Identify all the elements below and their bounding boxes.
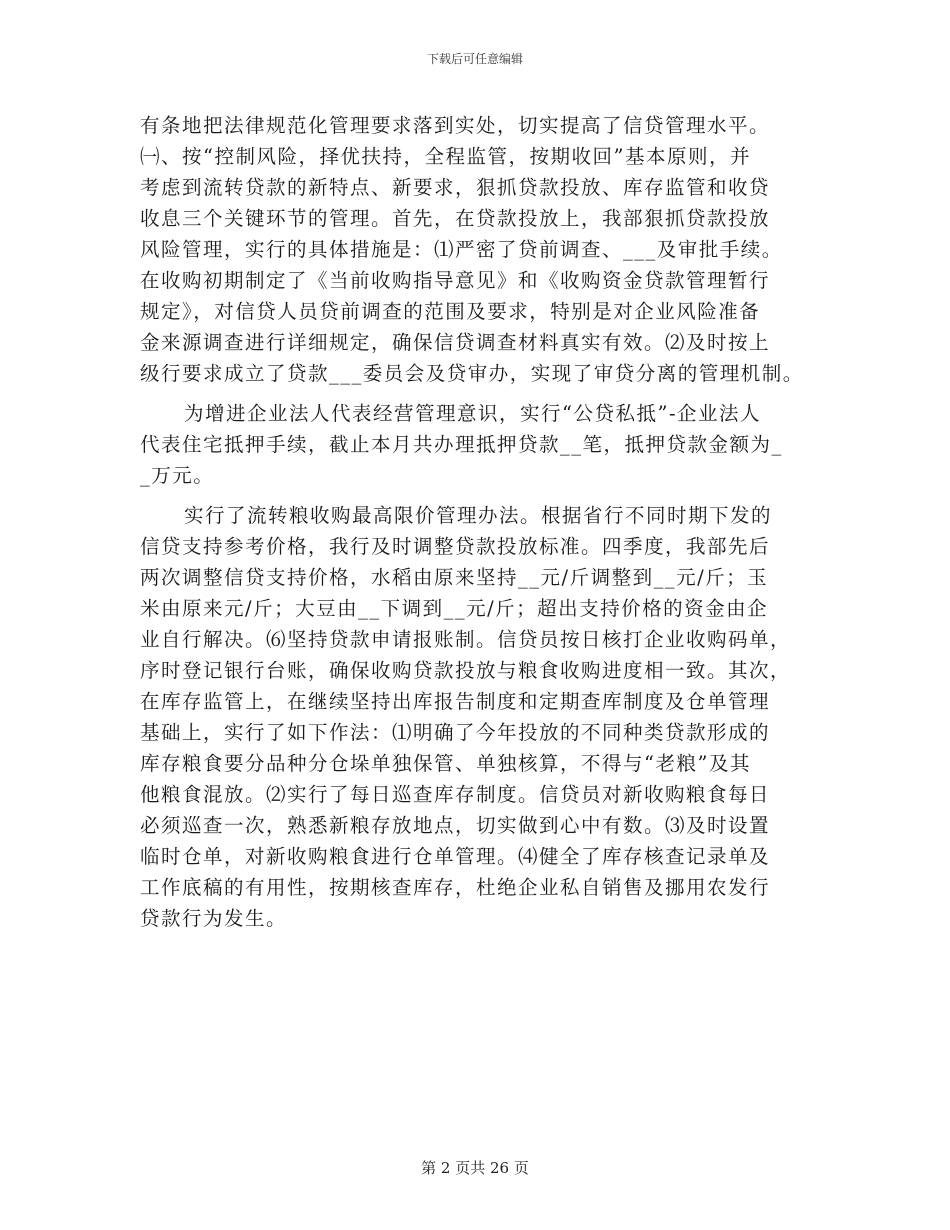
text-line: _万元。 [140,464,215,487]
text-line: 收息三个关键环节的管理。首先，在贷款投放上，我部狠抓贷款投放 [140,207,771,230]
paragraph-start: 实行了流转粮收购最高限价管理办法。根据省行不同时期下发的 [184,504,773,527]
document-body [140,110,830,934]
text-line: 代表住宅抵押手续，截止本月共办理抵押贷款__笔，抵押贷款金额为_ [140,433,783,456]
text-line: 临时仓单，对新收购粮食进行仓单管理。⑷健全了库存核查记录单及 [140,845,771,868]
text-line: 级行要求成立了贷款___委员会及贷审办，实现了审贷分离的管理机制。 [140,362,804,385]
text-line: 风险管理，实行的具体措施是：⑴严密了贷前调查、___及审批手续。 [140,238,783,261]
text-line: 在库存监管上，在继续坚持出库报告制度和定期查库制度及仓单管理 [140,690,771,713]
text-line: 库存粮食要分品种分仓垛单独保管、单独核算，不得与“老粮”及其 [140,752,751,775]
text-line: 信贷支持参考价格，我行及时调整贷款投放标准。四季度，我部先后 [140,535,771,558]
text-line: 基础上，实行了如下作法：⑴明确了今年投放的不同种类贷款形成的 [140,721,771,744]
text-line: 金来源调查进行详细规定，确保信贷调查材料真实有效。⑵及时按上 [140,331,771,354]
text-line: 米由原来元/斤；大豆由__下调到__元/斤；超出支持价格的资金由企 [140,597,769,620]
page-header: 下载后可任意编辑 [426,52,523,66]
text-line: 考虑到流转贷款的新特点、新要求，狠抓贷款投放、库存监管和收贷 [140,176,771,199]
paragraph-start: 为增进企业法人代表经营管理意识，实行“公贷私抵”-企业法人 [184,402,762,425]
text-line: 序时登记银行台账，确保收购贷款投放与粮食收购进度相一致。其次， [140,659,792,682]
text-line: 有条地把法律规范化管理要求落到实处，切实提高了信贷管理水平。 [140,114,771,137]
text-line: 必须巡查一次，熟悉新粮存放地点，切实做到心中有数。⑶及时设置 [140,814,771,837]
text-line: 贷款行为发生。 [140,907,288,930]
text-line: 两次调整信贷支持价格，水稻由原来坚持__元/斤调整到__元/斤；玉 [140,566,769,589]
text-line: ㈠、按“控制风险，择优扶持，全程监管，按期收回”基本原则，并 [140,145,751,168]
text-line: 他粮食混放。⑵实行了每日巡查库存制度。信贷员对新收购粮食每日 [140,783,771,806]
text-line: 规定》，对信贷人员贷前调查的范围及要求，特别是对企业风险准备 [140,300,761,323]
text-line: 业自行解决。⑹坚持贷款申请报账制。信贷员按日核打企业收购码单， [140,628,792,651]
text-line: 工作底稿的有用性，按期核查库存，杜绝企业私自销售及挪用农发行 [140,876,771,899]
page-number: 第 2 页共 26 页 [421,1159,529,1177]
text-line: 在收购初期制定了《当前收购指导意见》和《收购资金贷款管理暂行 [140,269,771,292]
